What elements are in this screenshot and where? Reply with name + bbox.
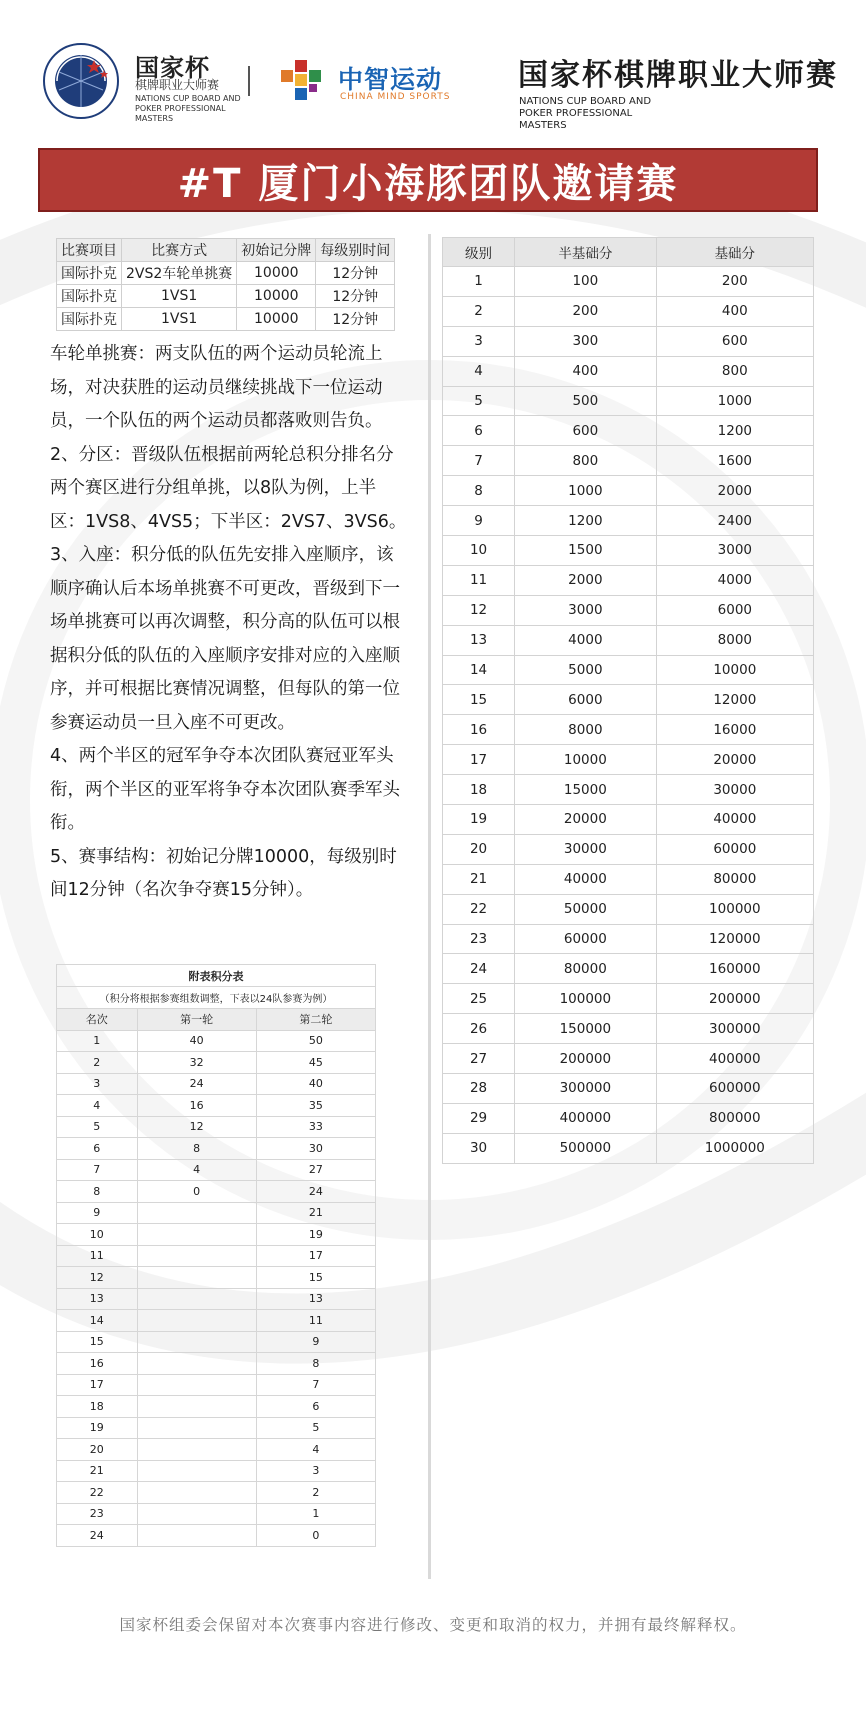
table-cell: 200000 — [656, 984, 813, 1014]
table-row — [57, 1224, 376, 1246]
table-header: 每级别时间 — [316, 239, 395, 262]
table-cell: 33 — [256, 1116, 375, 1138]
table-header: 比赛方式 — [122, 239, 237, 262]
table-cell: 13 — [443, 625, 515, 655]
table-cell: 20000 — [656, 745, 813, 775]
nations-cup-logo-icon — [42, 42, 120, 120]
table-cell: 14 — [443, 655, 515, 685]
table-row — [443, 1133, 814, 1163]
table-cell: 3000 — [656, 536, 813, 566]
table-cell: 8 — [57, 1181, 138, 1203]
table-cell: 300000 — [656, 1014, 813, 1044]
table-cell: 4 — [443, 356, 515, 386]
table-cell — [137, 1503, 256, 1525]
table-row — [443, 356, 814, 386]
table-row — [57, 1181, 376, 1203]
table-row — [443, 984, 814, 1014]
table-cell: 29 — [443, 1103, 515, 1133]
table-cell: 1200 — [656, 416, 813, 446]
table-cell: 60000 — [656, 834, 813, 864]
china-mind-sports-logo-icon — [275, 56, 335, 106]
table-row — [443, 446, 814, 476]
table-header: 基础分 — [656, 238, 813, 267]
table-cell: 9 — [443, 506, 515, 536]
table-cell: 15000 — [515, 775, 657, 805]
table-cell: 6 — [443, 416, 515, 446]
table-cell: 30 — [256, 1138, 375, 1160]
table-header: 第二轮 — [256, 1009, 375, 1031]
table-cell: 24 — [256, 1181, 375, 1203]
table-cell: 1000000 — [656, 1133, 813, 1163]
partner-name-cn: 中智运动 — [338, 65, 443, 94]
table-cell: 9 — [57, 1202, 138, 1224]
table-header-row — [57, 239, 395, 262]
table-cell: 150000 — [515, 1014, 657, 1044]
table-cell: 7 — [443, 446, 515, 476]
table-row — [443, 924, 814, 954]
table-cell: 600 — [515, 416, 657, 446]
table-row — [57, 1417, 376, 1439]
table-cell: 500000 — [515, 1133, 657, 1163]
rules-text — [50, 338, 410, 908]
table-cell: 10000 — [237, 308, 316, 331]
table-cell: 国际扑克 — [57, 308, 122, 331]
table-row — [57, 1310, 376, 1332]
table-row — [57, 1030, 376, 1052]
table-header: 比赛项目 — [57, 239, 122, 262]
table-cell: 4 — [137, 1159, 256, 1181]
table-row — [443, 685, 814, 715]
table-cell: 1000 — [515, 476, 657, 506]
table-row — [443, 954, 814, 984]
table-row — [443, 296, 814, 326]
table-cell: 600 — [656, 326, 813, 356]
table-row — [443, 1014, 814, 1044]
table-cell: 1000 — [656, 386, 813, 416]
table-row — [57, 1331, 376, 1353]
table-cell: 7 — [256, 1374, 375, 1396]
table-cell: 50000 — [515, 894, 657, 924]
table-row — [57, 1503, 376, 1525]
table-cell: 5000 — [515, 655, 657, 685]
table-cell: 400000 — [515, 1103, 657, 1133]
rule-paragraph: 车轮单挑赛：两支队伍的两个运动员轮流上场，对决获胜的运动员继续挑战下一位运动员，一个队伍的两个运动员都落败则告负。 — [50, 344, 383, 431]
table-cell: 19 — [256, 1224, 375, 1246]
table-row — [57, 262, 395, 285]
table-cell: 800 — [656, 356, 813, 386]
table-cell: 5 — [256, 1417, 375, 1439]
table-cell — [137, 1460, 256, 1482]
table-cell — [137, 1396, 256, 1418]
table-cell: 80000 — [515, 954, 657, 984]
table-cell: 800000 — [656, 1103, 813, 1133]
table-cell: 30000 — [515, 834, 657, 864]
table-cell — [137, 1245, 256, 1267]
table-cell: 10000 — [515, 745, 657, 775]
table-cell: 45 — [256, 1052, 375, 1074]
table-header: 第一轮 — [137, 1009, 256, 1031]
score-table-note: （积分将根据参赛组数调整，下表以24队参赛为例） — [57, 987, 376, 1009]
table-cell: 13 — [57, 1288, 138, 1310]
event-title: #T 厦门小海豚团队邀请赛 — [177, 160, 679, 207]
table-cell: 40 — [137, 1030, 256, 1052]
table-cell: 6000 — [656, 595, 813, 625]
table-cell: 12分钟 — [316, 285, 395, 308]
table-cell: 1VS1 — [122, 308, 237, 331]
table-cell: 400000 — [656, 1044, 813, 1074]
table-cell: 120000 — [656, 924, 813, 954]
table-cell: 17 — [443, 745, 515, 775]
table-cell: 8 — [137, 1138, 256, 1160]
table-cell: 300 — [515, 326, 657, 356]
table-row — [57, 1073, 376, 1095]
table-cell: 11 — [443, 565, 515, 595]
table-cell — [137, 1525, 256, 1547]
table-cell: 35 — [256, 1095, 375, 1117]
table-cell: 16 — [57, 1353, 138, 1375]
table-cell: 10000 — [237, 285, 316, 308]
table-cell: 400 — [515, 356, 657, 386]
table-cell: 200 — [515, 296, 657, 326]
table-cell: 8 — [443, 476, 515, 506]
table-row — [443, 267, 814, 297]
table-cell: 40000 — [656, 805, 813, 835]
table-cell: 23 — [443, 924, 515, 954]
table-row — [443, 625, 814, 655]
table-row — [57, 1460, 376, 1482]
table-cell: 9 — [256, 1331, 375, 1353]
table-cell: 16 — [137, 1095, 256, 1117]
brand-name-en: NATIONS CUP BOARD AND POKER PROFESSIONAL MASTERS — [135, 94, 241, 123]
table-cell — [137, 1482, 256, 1504]
rule-paragraph: 2、分区：晋级队伍根据前两轮总积分排名分两个赛区进行分组单挑，以8队为例，上半区：1VS8、4VS5；下半区：2VS7、3VS6。 — [50, 444, 407, 532]
table-cell: 国际扑克 — [57, 285, 122, 308]
table-row — [443, 326, 814, 356]
table-cell: 100000 — [515, 984, 657, 1014]
score-table-title: 附表积分表 — [57, 965, 376, 987]
table-cell: 20 — [443, 834, 515, 864]
table-cell: 28 — [443, 1074, 515, 1104]
table-cell: 21 — [57, 1460, 138, 1482]
table-cell: 20000 — [515, 805, 657, 835]
table-cell: 1 — [57, 1030, 138, 1052]
table-row — [57, 1482, 376, 1504]
table-cell: 100 — [515, 267, 657, 297]
table-cell: 21 — [443, 864, 515, 894]
rule-paragraph: 4、两个半区的冠军争夺本次团队赛冠亚军头衔，两个半区的亚军将争夺本次团队赛季军头衔。 — [50, 746, 400, 833]
table-row — [443, 894, 814, 924]
table-cell: 26 — [443, 1014, 515, 1044]
table-cell: 13 — [256, 1288, 375, 1310]
table-cell: 12 — [443, 595, 515, 625]
table-cell — [137, 1417, 256, 1439]
table-cell: 22 — [57, 1482, 138, 1504]
column-divider — [428, 234, 431, 1579]
table-cell: 25 — [443, 984, 515, 1014]
table-cell: 80000 — [656, 864, 813, 894]
table-cell: 1VS1 — [122, 285, 237, 308]
table-row — [443, 805, 814, 835]
table-cell: 20 — [57, 1439, 138, 1461]
table-cell: 2000 — [656, 476, 813, 506]
score-table-title-row — [57, 965, 376, 987]
event-series-title: 国家杯棋牌职业大师赛 — [518, 58, 838, 93]
table-cell: 6000 — [515, 685, 657, 715]
table-cell: 200000 — [515, 1044, 657, 1074]
table-cell — [137, 1310, 256, 1332]
table-row — [443, 745, 814, 775]
table-cell: 500 — [515, 386, 657, 416]
table-cell: 18 — [57, 1396, 138, 1418]
table-header: 初始记分牌 — [237, 239, 316, 262]
table-cell: 8 — [256, 1353, 375, 1375]
table-cell: 4 — [256, 1439, 375, 1461]
table-row — [443, 715, 814, 745]
table-cell: 2 — [256, 1482, 375, 1504]
table-row — [443, 595, 814, 625]
table-cell: 60000 — [515, 924, 657, 954]
table-row — [443, 864, 814, 894]
table-cell: 1200 — [515, 506, 657, 536]
rule-paragraph: 3、入座：积分低的队伍先安排入座顺序，该顺序确认后本场单挑赛不可更改，晋级到下一场单挑赛可以再次调整，积分高的队伍可以根据积分低的队伍的入座顺序安排对应的入座顺序，并可根据比赛情况调整，但每队的第一位参赛运动员一旦入座不可更改。 — [50, 545, 400, 733]
table-cell — [137, 1267, 256, 1289]
table-row — [443, 386, 814, 416]
table-cell: 27 — [256, 1159, 375, 1181]
table-header: 名次 — [57, 1009, 138, 1031]
table-header: 半基础分 — [515, 238, 657, 267]
table-cell: 3 — [443, 326, 515, 356]
table-cell: 2 — [57, 1052, 138, 1074]
table-cell: 0 — [256, 1525, 375, 1547]
table-cell: 7 — [57, 1159, 138, 1181]
table-row — [57, 1353, 376, 1375]
table-cell: 6 — [256, 1396, 375, 1418]
brand-name-cn: 国家杯 — [135, 53, 210, 82]
table-cell: 3 — [256, 1460, 375, 1482]
table-cell: 15 — [57, 1331, 138, 1353]
table-row — [443, 565, 814, 595]
table-row — [57, 1138, 376, 1160]
table-cell: 600000 — [656, 1074, 813, 1104]
table-cell — [137, 1353, 256, 1375]
table-row — [57, 1052, 376, 1074]
table-cell: 2 — [443, 296, 515, 326]
rule-paragraph: 5、赛事结构：初始记分牌10000，每级别时间12分钟（名次争夺赛15分钟）。 — [50, 846, 397, 900]
table-cell: 17 — [57, 1374, 138, 1396]
table-cell: 1500 — [515, 536, 657, 566]
table-cell: 16 — [443, 715, 515, 745]
table-cell: 6 — [57, 1138, 138, 1160]
event-title-banner — [38, 148, 818, 212]
score-table — [56, 964, 376, 1547]
header — [0, 0, 866, 140]
table-cell — [137, 1439, 256, 1461]
table-cell: 40000 — [515, 864, 657, 894]
table-cell: 17 — [256, 1245, 375, 1267]
table-row — [57, 1525, 376, 1547]
table-cell: 10000 — [656, 655, 813, 685]
table-cell: 19 — [443, 805, 515, 835]
table-cell: 21 — [256, 1202, 375, 1224]
score-table-note-row — [57, 987, 376, 1009]
footer-disclaimer: 国家杯组委会保留对本次赛事内容进行修改、变更和取消的权力，并拥有最终解释权。 — [119, 1616, 747, 1634]
table-cell: 0 — [137, 1181, 256, 1203]
table-cell: 15 — [443, 685, 515, 715]
table-cell: 30 — [443, 1133, 515, 1163]
table-row — [57, 1159, 376, 1181]
table-cell: 14 — [57, 1310, 138, 1332]
table-cell: 18 — [443, 775, 515, 805]
table-row — [57, 1288, 376, 1310]
table-cell: 1 — [256, 1503, 375, 1525]
table-row — [443, 506, 814, 536]
table-cell: 32 — [137, 1052, 256, 1074]
table-cell: 2400 — [656, 506, 813, 536]
table-cell — [137, 1202, 256, 1224]
event-series-title-en: NATIONS CUP BOARD AND POKER PROFESSIONAL MASTERS — [519, 96, 652, 131]
table-cell: 10 — [57, 1224, 138, 1246]
table-row — [443, 1103, 814, 1133]
table-cell: 4 — [57, 1095, 138, 1117]
table-cell: 400 — [656, 296, 813, 326]
table-cell: 50 — [256, 1030, 375, 1052]
table-row — [443, 476, 814, 506]
table-row — [443, 1044, 814, 1074]
table-header-row — [443, 238, 814, 267]
table-cell: 1600 — [656, 446, 813, 476]
partner-name-en: CHINA MIND SPORTS — [340, 92, 451, 102]
table-cell: 11 — [57, 1245, 138, 1267]
table-cell — [137, 1374, 256, 1396]
table-cell — [137, 1288, 256, 1310]
table-cell: 12分钟 — [316, 262, 395, 285]
table-row — [57, 308, 395, 331]
table-cell — [137, 1331, 256, 1353]
table-row — [443, 775, 814, 805]
table-row — [57, 1374, 376, 1396]
table-cell: 40 — [256, 1073, 375, 1095]
table-row — [443, 655, 814, 685]
table-row — [443, 536, 814, 566]
table-cell: 12 — [57, 1267, 138, 1289]
table-cell: 4000 — [656, 565, 813, 595]
table-cell: 800 — [515, 446, 657, 476]
header-divider — [248, 66, 250, 96]
table-cell: 22 — [443, 894, 515, 924]
table-cell: 5 — [443, 386, 515, 416]
table-cell: 300000 — [515, 1074, 657, 1104]
table-row — [57, 1267, 376, 1289]
table-row — [57, 285, 395, 308]
table-cell: 8000 — [515, 715, 657, 745]
match-format-table — [56, 238, 395, 331]
table-cell: 4000 — [515, 625, 657, 655]
table-cell: 10000 — [237, 262, 316, 285]
table-header: 级别 — [443, 238, 515, 267]
table-cell: 10 — [443, 536, 515, 566]
table-cell: 16000 — [656, 715, 813, 745]
table-cell: 19 — [57, 1417, 138, 1439]
table-cell: 160000 — [656, 954, 813, 984]
table-cell: 11 — [256, 1310, 375, 1332]
table-cell: 24 — [137, 1073, 256, 1095]
table-cell: 12 — [137, 1116, 256, 1138]
brand-subtitle-cn: 棋牌职业大师赛 — [135, 78, 220, 92]
table-row — [57, 1396, 376, 1418]
table-row — [57, 1245, 376, 1267]
table-cell: 3000 — [515, 595, 657, 625]
table-cell: 国际扑克 — [57, 262, 122, 285]
table-header-row — [57, 1009, 376, 1031]
table-cell: 3 — [57, 1073, 138, 1095]
table-cell: 15 — [256, 1267, 375, 1289]
blind-level-table — [442, 237, 814, 1164]
table-cell: 2VS2车轮单挑赛 — [122, 262, 237, 285]
table-cell: 27 — [443, 1044, 515, 1074]
table-row — [443, 1074, 814, 1104]
table-cell: 8000 — [656, 625, 813, 655]
table-cell: 200 — [656, 267, 813, 297]
table-row — [443, 834, 814, 864]
table-cell: 100000 — [656, 894, 813, 924]
table-cell: 12000 — [656, 685, 813, 715]
table-cell: 30000 — [656, 775, 813, 805]
table-row — [57, 1095, 376, 1117]
table-cell: 23 — [57, 1503, 138, 1525]
table-cell: 5 — [57, 1116, 138, 1138]
table-cell: 24 — [57, 1525, 138, 1547]
table-row — [57, 1439, 376, 1461]
table-cell: 1 — [443, 267, 515, 297]
table-cell: 24 — [443, 954, 515, 984]
table-row — [57, 1202, 376, 1224]
table-row — [57, 1116, 376, 1138]
table-cell: 12分钟 — [316, 308, 395, 331]
table-cell — [137, 1224, 256, 1246]
table-row — [443, 416, 814, 446]
table-cell: 2000 — [515, 565, 657, 595]
